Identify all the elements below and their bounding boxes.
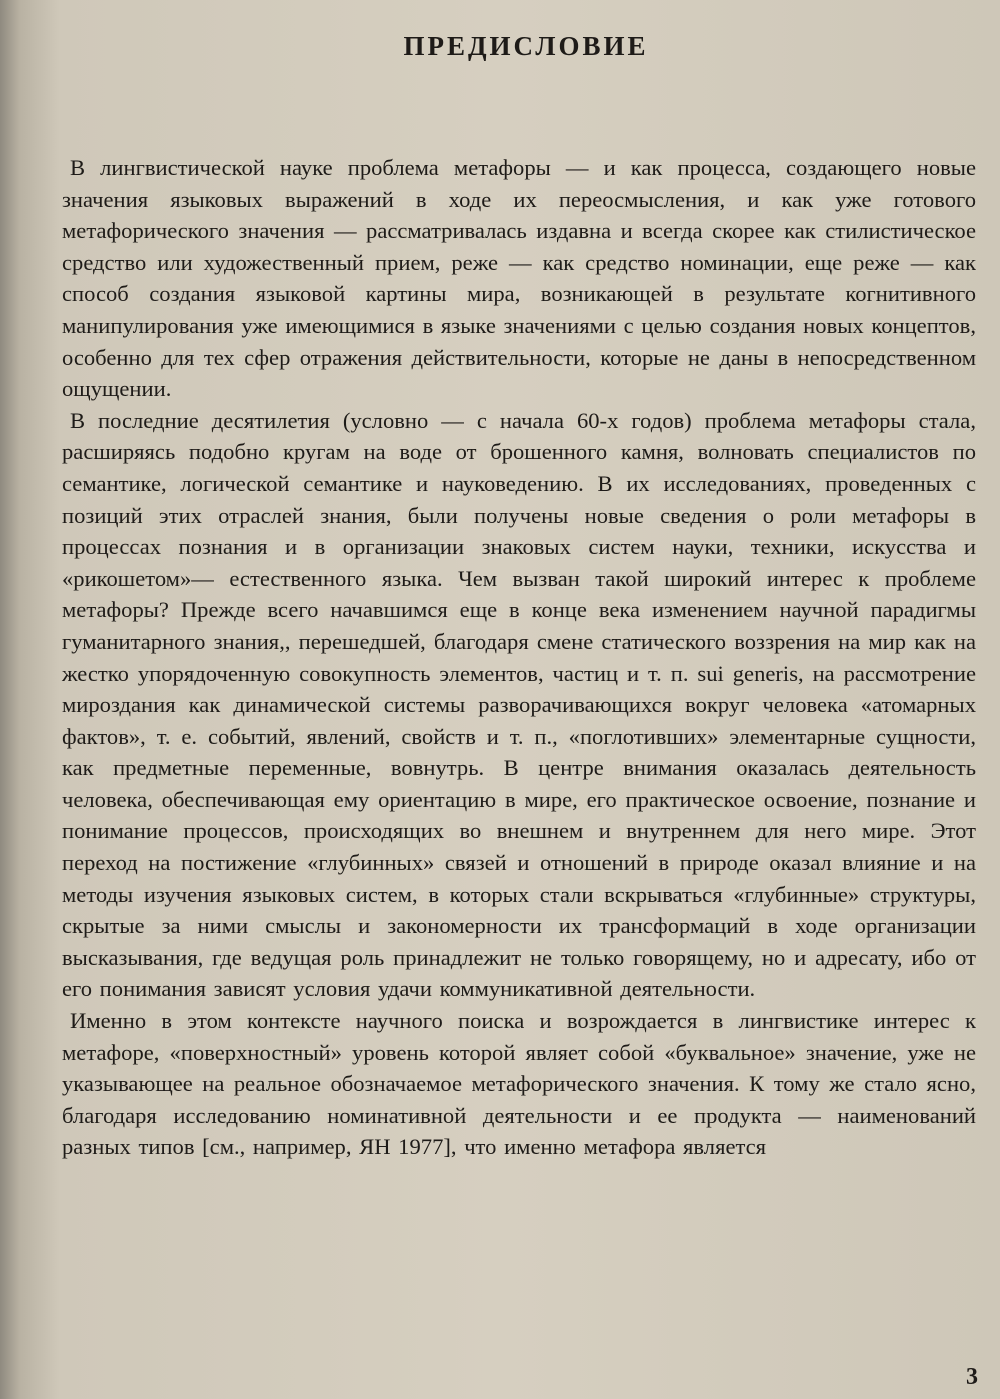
page-title: ПРЕДИСЛОВИЕ [403,31,649,61]
page-body [62,152,976,1163]
paragraph-1: В лингвистической науке проблема метафоры — и как процесса, создающего новые значения языковых выражений в ходе их переосмысления, и как уже готового метафорического значения — рассматривалась издавна и всегда скорее как стилистическое средство или художественный прием, реже — как средство номинации, еще реже — как способ создания языковой картины мира, возникающей в результате когнитивного манипулирования уже имеющимися в языке значениями с целью создания новых концептов, особенно для тех сфер отражения действительности, которые не даны в непосредственном ощущении. [62,155,976,402]
page-number: 3 [966,1364,978,1390]
paragraph-3: Именно в этом контексте научного поиска и возрождается в лингвистике интерес к метафоре, «поверхностный» уровень которой являет собой «буквальное» значение, уже не указывающее на реальное обозначаемое метафорического значения. К тому же стало ясно, благодаря исследованию номинативной деятельности и ее продукта — наименований разных типов [см., например, ЯН 1977], что именно метафора является [62,1008,976,1160]
paragraph-2: В последние десятилетия (условно — с начала 60-х годов) проблема метафоры стала, расширяясь подобно кругам на воде от брошенного камня, волновать специалистов по семантике, логической семантике и науковедению. В их исследованиях, проведенных с позиций этих отраслей знания, были получены новые сведения о роли метафоры в процессах познания и в организации знаковых систем науки, техники, искусства и «рикошетом»— естественного языка. Чем вызван такой широкий интерес к проблеме метафоры? Прежде всего начавшимся еще в конце века изменением научной парадигмы гуманитарного знания,, перешедшей, благодаря смене статического воззрения на мир как на жестко упорядоченную совокупность элементов, частиц и т. п. sui generis, на рассмотрение мироздания как динамической системы разворачивающихся вокруг человека «атомарных фактов», т. е. событий, явлений, свойств и т. п., «поглотивших» элементарные сущности, как предметные переменные, вовнутрь. В центре внимания оказалась деятельность человека, обеспечивающая ему ориентацию в мире, его практическое освоение, познание и понимание процессов, происходящих во внешнем и внутреннем для него мире. Этот переход на постижение «глубинных» связей и отношений в природе оказал влияние и на методы изучения языковых систем, в которых стали вскрываться «глубинные» структуры, скрытые за ними смыслы и закономерности их трансформаций в ходе организации высказывания, где ведущая роль принадлежит не только говорящему, но и адресату, ибо от его понимания зависят условия удачи коммуникативной деятельности. [62,407,976,1002]
